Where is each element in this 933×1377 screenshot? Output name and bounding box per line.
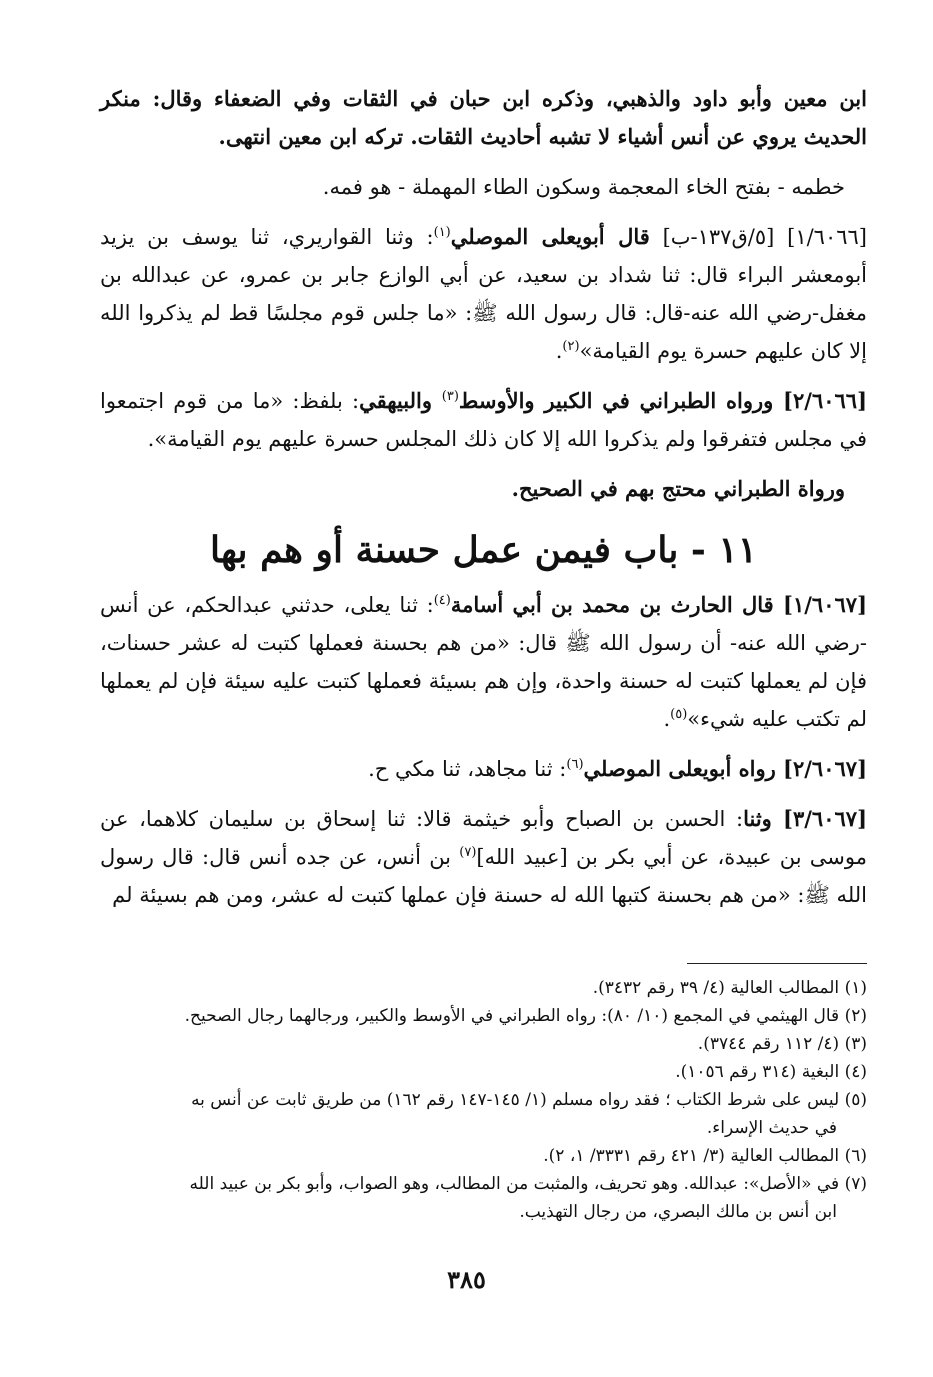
footnote-marker: (٦) [566, 757, 584, 772]
narrator-heading: [٣/٦٠٦٧] وثنا [743, 806, 867, 831]
hadith-end: . [663, 707, 671, 731]
footnote-item [100, 1002, 867, 1030]
footnote-number: (٧) [844, 1174, 867, 1194]
footnote-text: (٤/ ١١٢ رقم ٣٧٤٤). [697, 1034, 840, 1054]
footnote-marker: (٧) [459, 845, 477, 860]
footnote-marker: (٥) [670, 707, 688, 722]
paragraph-1-text: ابن معين وأبو داود والذهبي، وذكره ابن حبان في الثقات وفي الضعفاء وقال: منكر الحديث يروي عن أنس أشياء لا تشبه أحاديث الثقات. تركه ابن معين انتهى. [100, 86, 867, 149]
footnote-number: (٣) [844, 1034, 867, 1054]
footnote-text: المطالب العالية (٤/ ٣٩ رقم ٣٤٣٢). [592, 978, 840, 998]
footnote-item [100, 1058, 867, 1086]
hadith-6066-1 [100, 218, 867, 370]
main-text [100, 80, 867, 926]
footnote-number: (٢) [844, 1006, 867, 1026]
footnote-marker: (٢) [562, 339, 580, 354]
footnote-item [100, 1030, 867, 1058]
footnote-item [100, 1142, 867, 1170]
footnote-text: البغية (٣١٤ رقم ١٠٥٦). [675, 1062, 840, 1082]
footnote-marker: (١) [433, 225, 451, 240]
footnote-text: قال الهيثمي في المجمع (١٠/ ٨٠): رواه الطبراني في الأوسط والكبير، ورجالهما رجال الصحيح. [184, 1006, 840, 1026]
hadith-6067-3 [100, 800, 867, 914]
page-number: ٣٨٥ [447, 1265, 486, 1294]
hadith-text: : وثنا القواريري، ثنا يوسف بن يزيد أبومعشر البراء قال: ثنا شداد بن سعيد، عن أبي الوازع جابر بن عمرو، عن عبدالله بن مغفل-رضي الله عنه-قال: قال رسول الله ﷺ: «ما جلس قوم مجلسًا قط لم يذكروا الله إلا كان عليهم حسرة يوم القيامة» [100, 225, 867, 363]
narrator-heading: [٢/٦٠٦٦] ورواه الطبراني في الكبير والأوسط [458, 388, 868, 413]
footnote-marker: (٣) [441, 389, 459, 404]
narrator-heading: قال أبويعلى الموصلي [450, 224, 650, 249]
footnote-number: (١) [844, 978, 867, 998]
footnote-divider [687, 963, 867, 964]
footnote-marker: (٤) [433, 593, 451, 608]
footnote-text: ليس على شرط الكتاب ؛ فقد رواه مسلم (١/ ١٤٥-١٤٧ رقم ١٦٢) من طريق ثابت عن أنس به [191, 1090, 840, 1110]
footnote-list [100, 974, 867, 1226]
hadith-ref: [١/٦٠٦٧] [783, 592, 867, 617]
hadith-text: : بلفظ: «ما من قوم اجتمعوا في مجلس فتفرقوا ولم يذكروا الله إلا كان ذلك المجلس حسرة عليهم يوم القيامة». [100, 389, 867, 451]
footnote-item [100, 1170, 867, 1226]
footnote-item [100, 974, 867, 1002]
footnote-number: (٥) [844, 1090, 867, 1110]
narrator-heading: قال الحارث بن محمد بن أبي أسامة [450, 592, 784, 617]
footnote-number: (٤) [844, 1062, 867, 1082]
hadith-text: : الحسن بن الصباح وأبو خيثمة قالا: ثنا إسحاق بن سليمان كلاهما، عن موسى بن عبيدة، عن أبي بكر بن [عبيد الله] [100, 807, 867, 869]
paragraph-2-text: خطمه - بفتح الخاء المعجمة وسكون الطاء المهملة - هو فمه. [322, 175, 845, 199]
footnotes [100, 963, 867, 1226]
footnote-continuation: في حديث الإسراء. [706, 1118, 837, 1138]
hadith-ref: [١/٦٠٦٦] [٥/ق١٣٧-ب] [662, 225, 867, 249]
paragraph-1 [100, 80, 867, 156]
paragraph-narrators-note [100, 470, 867, 508]
footnote-text: المطالب العالية (٣/ ٤٢١ رقم ٣٣٣١/ ١، ٢). [543, 1146, 840, 1166]
hadith-6067-1 [100, 586, 867, 738]
hadith-6066-2 [100, 382, 867, 458]
narrators-note-text: ورواة الطبراني محتج بهم في الصحيح. [511, 476, 845, 501]
footnote-continuation: ابن أنس بن مالك البصري، من رجال التهذيب. [519, 1202, 837, 1222]
hadith-end: . [555, 339, 563, 363]
footnote-item [100, 1086, 867, 1142]
hadith-text: : ثنا يعلى، حدثني عبدالحكم، عن أنس -رضي الله عنه- أن رسول الله ﷺ قال: «من هم بحسنة فعملها كتبت له عشر حسنات، فإن لم يعملها كتبت له حسنة واحدة، وإن هم بسيئة فعملها كتبت عليه سيئة فإن لم يعملها لم تكتب عليه شيء» [100, 593, 867, 731]
hadith-text: : ثنا مجاهد، ثنا مكي ح. [368, 757, 567, 781]
narrator-heading-2: والبيهقي [359, 388, 442, 413]
footnote-number: (٦) [844, 1146, 867, 1166]
footnote-text: في «الأصل»: عبدالله. وهو تحريف، والمثبت من المطالب، وهو الصواب، وأبو بكر بن عبيد الله [189, 1174, 840, 1194]
chapter-title [100, 522, 867, 578]
hadith-text-2: بن أنس، عن جده أنس قال: قال رسول الله ﷺ: «من هم بحسنة كتبها الله له حسنة فإن عملها كتبت له عشر، ومن هم بسيئة لم [100, 845, 867, 907]
chapter-title-text: ١١ - باب فيمن عمل حسنة أو هم بها [209, 529, 758, 571]
paragraph-2 [100, 168, 867, 206]
narrator-heading: [٢/٦٠٦٧] رواه أبويعلى الموصلي [583, 756, 867, 781]
hadith-6067-2 [100, 750, 867, 788]
